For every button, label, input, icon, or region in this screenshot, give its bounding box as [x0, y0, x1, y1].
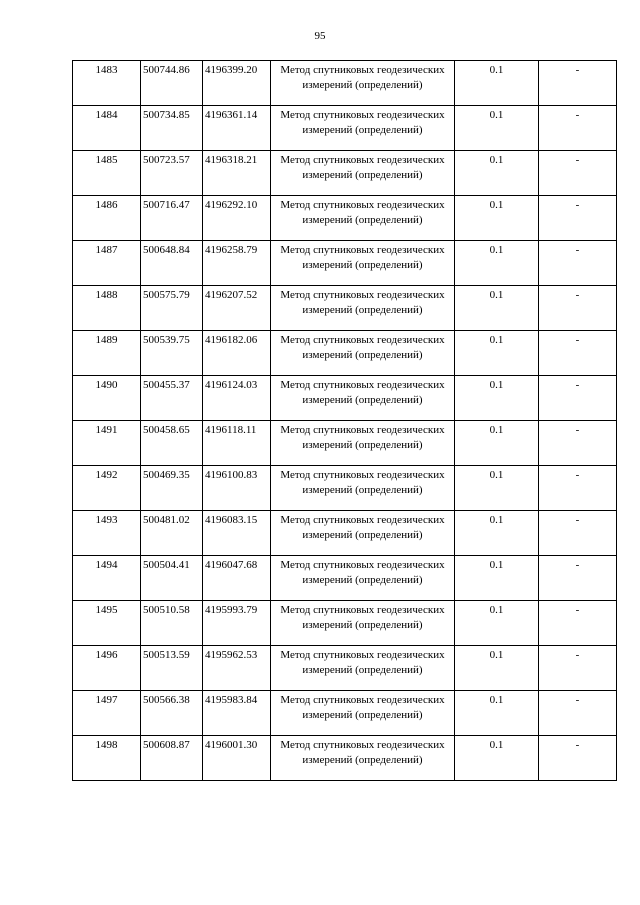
y-coordinate-cell: 4195962.53	[203, 646, 271, 691]
description-cell: -	[539, 106, 617, 151]
method-cell: Метод спутниковых геодезических измерений (определений)	[271, 556, 455, 601]
accuracy-cell: 0.1	[455, 556, 539, 601]
point-number-cell: 1484	[73, 106, 141, 151]
accuracy-cell: 0.1	[455, 61, 539, 106]
accuracy-cell: 0.1	[455, 691, 539, 736]
page-number: 95	[314, 30, 326, 42]
y-coordinate-cell: 4196399.20	[203, 61, 271, 106]
accuracy-cell: 0.1	[455, 106, 539, 151]
table-row	[73, 691, 617, 736]
method-cell: Метод спутниковых геодезических измерений (определений)	[271, 286, 455, 331]
description-cell: -	[539, 196, 617, 241]
x-coordinate-cell: 500504.41	[141, 556, 203, 601]
x-coordinate-cell: 500455.37	[141, 376, 203, 421]
accuracy-cell: 0.1	[455, 421, 539, 466]
y-coordinate-cell: 4196083.15	[203, 511, 271, 556]
description-cell: -	[539, 466, 617, 511]
table-row	[73, 286, 617, 331]
table-row	[73, 196, 617, 241]
method-cell: Метод спутниковых геодезических измерений (определений)	[271, 331, 455, 376]
accuracy-cell: 0.1	[455, 241, 539, 286]
accuracy-cell: 0.1	[455, 601, 539, 646]
accuracy-cell: 0.1	[455, 286, 539, 331]
point-number-cell: 1487	[73, 241, 141, 286]
table-row	[73, 736, 617, 781]
y-coordinate-cell: 4195983.84	[203, 691, 271, 736]
accuracy-cell: 0.1	[455, 736, 539, 781]
x-coordinate-cell: 500510.58	[141, 601, 203, 646]
method-cell: Метод спутниковых геодезических измерений (определений)	[271, 601, 455, 646]
accuracy-cell: 0.1	[455, 151, 539, 196]
method-cell: Метод спутниковых геодезических измерений (определений)	[271, 691, 455, 736]
point-number-cell: 1492	[73, 466, 141, 511]
y-coordinate-cell: 4196207.52	[203, 286, 271, 331]
method-cell: Метод спутниковых геодезических измерений (определений)	[271, 376, 455, 421]
table-row	[73, 61, 617, 106]
point-number-cell: 1486	[73, 196, 141, 241]
method-cell: Метод спутниковых геодезических измерений (определений)	[271, 61, 455, 106]
x-coordinate-cell: 500513.59	[141, 646, 203, 691]
description-cell: -	[539, 61, 617, 106]
accuracy-cell: 0.1	[455, 331, 539, 376]
table-row	[73, 556, 617, 601]
method-cell: Метод спутниковых геодезических измерений (определений)	[271, 736, 455, 781]
description-cell: -	[539, 691, 617, 736]
x-coordinate-cell: 500716.47	[141, 196, 203, 241]
description-cell: -	[539, 646, 617, 691]
table-row	[73, 466, 617, 511]
point-number-cell: 1485	[73, 151, 141, 196]
point-number-cell: 1495	[73, 601, 141, 646]
description-cell: -	[539, 601, 617, 646]
table-row	[73, 601, 617, 646]
method-cell: Метод спутниковых геодезических измерений (определений)	[271, 106, 455, 151]
accuracy-cell: 0.1	[455, 196, 539, 241]
table-row	[73, 331, 617, 376]
accuracy-cell: 0.1	[455, 646, 539, 691]
x-coordinate-cell: 500734.85	[141, 106, 203, 151]
method-cell: Метод спутниковых геодезических измерений (определений)	[271, 151, 455, 196]
method-cell: Метод спутниковых геодезических измерений (определений)	[271, 196, 455, 241]
x-coordinate-cell: 500566.38	[141, 691, 203, 736]
table-row	[73, 106, 617, 151]
point-number-cell: 1493	[73, 511, 141, 556]
point-number-cell: 1490	[73, 376, 141, 421]
table-body	[73, 61, 617, 781]
description-cell: -	[539, 736, 617, 781]
method-cell: Метод спутниковых геодезических измерений (определений)	[271, 241, 455, 286]
point-number-cell: 1498	[73, 736, 141, 781]
table-row	[73, 511, 617, 556]
point-number-cell: 1488	[73, 286, 141, 331]
x-coordinate-cell: 500723.57	[141, 151, 203, 196]
description-cell: -	[539, 241, 617, 286]
table-row	[73, 421, 617, 466]
y-coordinate-cell: 4195993.79	[203, 601, 271, 646]
point-number-cell: 1494	[73, 556, 141, 601]
description-cell: -	[539, 511, 617, 556]
x-coordinate-cell: 500458.65	[141, 421, 203, 466]
point-number-cell: 1497	[73, 691, 141, 736]
method-cell: Метод спутниковых геодезических измерений (определений)	[271, 466, 455, 511]
y-coordinate-cell: 4196100.83	[203, 466, 271, 511]
method-cell: Метод спутниковых геодезических измерений (определений)	[271, 646, 455, 691]
coordinates-table	[72, 60, 617, 781]
y-coordinate-cell: 4196361.14	[203, 106, 271, 151]
x-coordinate-cell: 500539.75	[141, 331, 203, 376]
description-cell: -	[539, 376, 617, 421]
x-coordinate-cell: 500608.87	[141, 736, 203, 781]
y-coordinate-cell: 4196001.30	[203, 736, 271, 781]
description-cell: -	[539, 286, 617, 331]
point-number-cell: 1483	[73, 61, 141, 106]
table-row	[73, 241, 617, 286]
x-coordinate-cell: 500648.84	[141, 241, 203, 286]
accuracy-cell: 0.1	[455, 511, 539, 556]
y-coordinate-cell: 4196318.21	[203, 151, 271, 196]
y-coordinate-cell: 4196292.10	[203, 196, 271, 241]
point-number-cell: 1489	[73, 331, 141, 376]
point-number-cell: 1491	[73, 421, 141, 466]
x-coordinate-cell: 500481.02	[141, 511, 203, 556]
y-coordinate-cell: 4196258.79	[203, 241, 271, 286]
accuracy-cell: 0.1	[455, 466, 539, 511]
point-number-cell: 1496	[73, 646, 141, 691]
y-coordinate-cell: 4196118.11	[203, 421, 271, 466]
description-cell: -	[539, 421, 617, 466]
y-coordinate-cell: 4196047.68	[203, 556, 271, 601]
y-coordinate-cell: 4196182.06	[203, 331, 271, 376]
x-coordinate-cell: 500575.79	[141, 286, 203, 331]
table-row	[73, 151, 617, 196]
accuracy-cell: 0.1	[455, 376, 539, 421]
y-coordinate-cell: 4196124.03	[203, 376, 271, 421]
description-cell: -	[539, 331, 617, 376]
description-cell: -	[539, 151, 617, 196]
x-coordinate-cell: 500744.86	[141, 61, 203, 106]
x-coordinate-cell: 500469.35	[141, 466, 203, 511]
table-row	[73, 376, 617, 421]
method-cell: Метод спутниковых геодезических измерений (определений)	[271, 421, 455, 466]
method-cell: Метод спутниковых геодезических измерений (определений)	[271, 511, 455, 556]
description-cell: -	[539, 556, 617, 601]
table-row	[73, 646, 617, 691]
